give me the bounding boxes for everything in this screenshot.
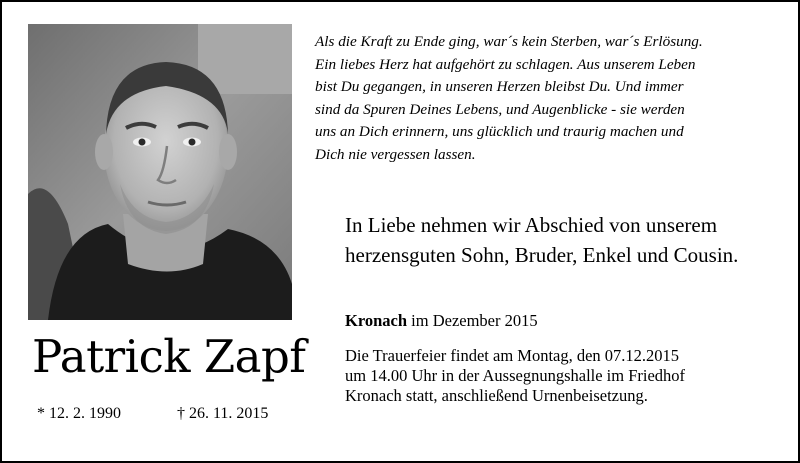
poem-line: Ein liebes Herz hat aufgehört zu schlagen. Aus unserem Leben xyxy=(315,55,696,73)
farewell-line: In Liebe nehmen wir Abschied von unserem xyxy=(345,213,718,237)
month-year: im Dezember 2015 xyxy=(411,311,538,330)
service-line: Kronach statt, anschließend Urnenbeisetzung. xyxy=(345,386,648,405)
poem-line: Dich nie vergessen lassen. xyxy=(315,145,476,163)
place-name: Kronach xyxy=(345,311,408,330)
funeral-service-info xyxy=(345,346,785,406)
place-and-date xyxy=(345,311,538,331)
portrait-photo xyxy=(28,24,292,320)
birth-date: * 12. 2. 1990 xyxy=(37,405,121,422)
service-line: um 14.00 Uhr in der Aussegnungshalle im Friedhof xyxy=(345,366,686,385)
poem-line: Als die Kraft zu Ende ging, war´s kein Sterben, war´s Erlösung. xyxy=(315,33,703,50)
service-line: Die Trauerfeier findet am Montag, den 07.12.2015 xyxy=(345,346,680,365)
portrait-illustration xyxy=(28,24,292,320)
deceased-name: Patrick Zapf xyxy=(32,330,306,383)
poem-line: sind da Spuren Deines Lebens, und Augenblicke - sie werden xyxy=(315,100,685,118)
memorial-poem xyxy=(315,31,783,166)
poem-line: bist Du gegangen, in unseren Herzen bleibst Du. Und immer xyxy=(315,78,684,95)
death-date: † 26. 11. 2015 xyxy=(177,405,269,422)
farewell-line: herzensguten Sohn, Bruder, Enkel und Cousin. xyxy=(345,243,739,267)
farewell-message xyxy=(345,210,790,270)
poem-line: uns an Dich erinnern, uns glücklich und traurig machen und xyxy=(315,123,684,140)
